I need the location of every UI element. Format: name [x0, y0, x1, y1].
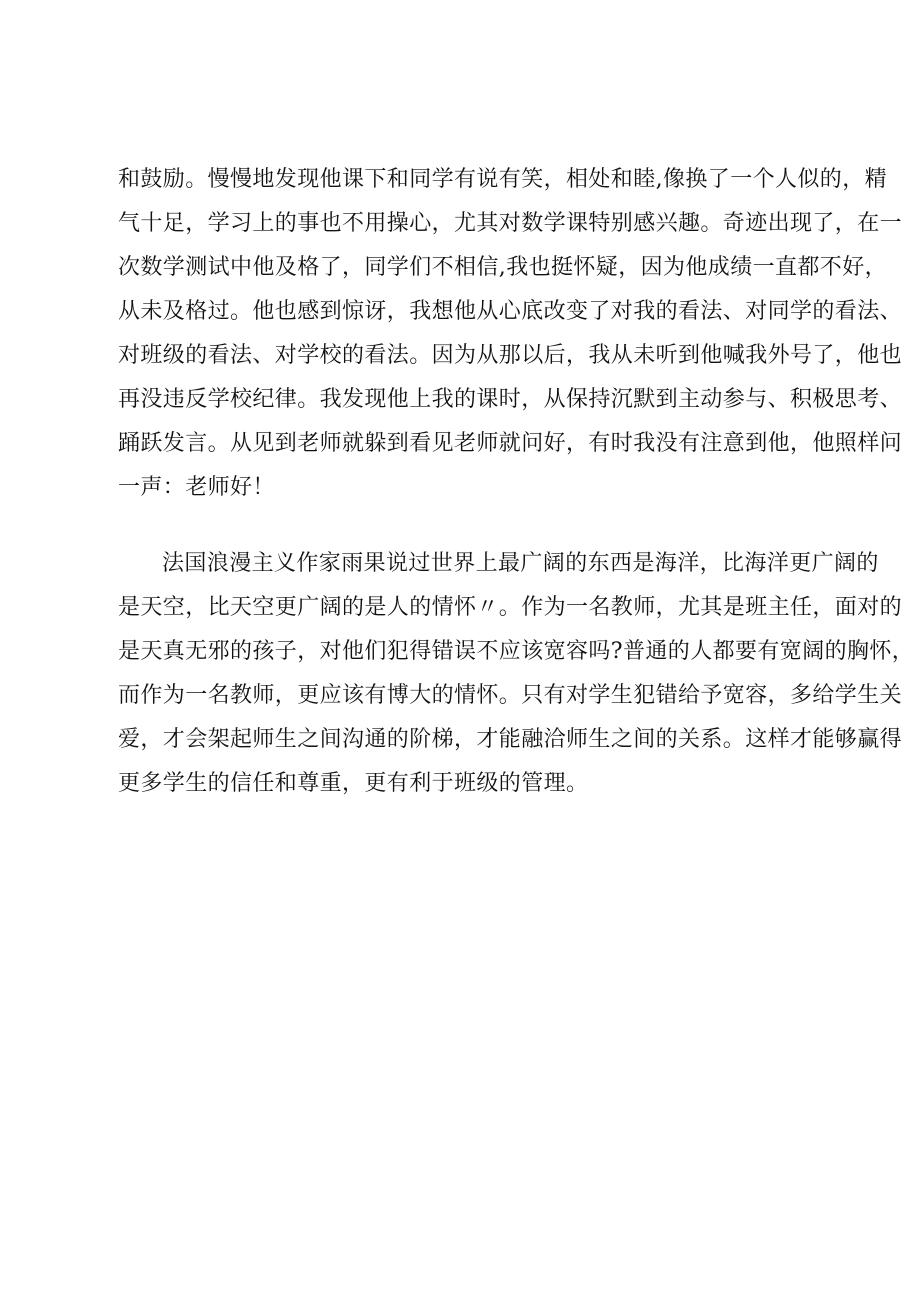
paragraph-line: 法国浪漫主义作家雨果说过世界上最广阔的东西是海洋，比海洋更广阔的 [162, 551, 879, 576]
paragraph-line: 再没违反学校纪律。我发现他上我的课时，从保持沉默到主动参与、积极思考、 [118, 387, 903, 412]
paragraph-line: 次数学测试中他及格了，同学们不相信,我也挺怀疑，因为他成绩一直都不好， [118, 255, 887, 280]
paragraph-line: 一声：老师好！ [118, 475, 275, 500]
document-body [118, 158, 915, 806]
paragraph-line: 和鼓励。慢慢地发现他课下和同学有说有笑，相处和睦,像换了一个人似的，精 [118, 167, 887, 192]
paragraph-spacer [118, 510, 826, 542]
paragraph-line: 是天空，比天空更广阔的是人的情怀〃。作为一名教师，尤其是班主任，面对的 [118, 595, 903, 620]
paragraph-line: 而作为一名教师，更应该有博大的情怀。只有对学生犯错给予宽容，多给学生关 [118, 683, 903, 708]
paragraph-1 [118, 158, 903, 510]
paragraph-line: 踊跃发言。从见到老师就躲到看见老师就问好，有时我没有注意到他，他照样问 [118, 431, 903, 456]
paragraph-line: 从未及格过。他也感到惊讶，我想他从心底改变了对我的看法、对同学的看法、 [118, 299, 903, 324]
paragraph-line: 爱，才会架起师生之间沟通的阶梯，才能融洽师生之间的关系。这样才能够赢得 [118, 727, 903, 752]
paragraph-line: 气十足，学习上的事也不用操心，尤其对数学课特别感兴趣。奇迹出现了，在一 [118, 211, 903, 236]
paragraph-2 [118, 542, 915, 806]
paragraph-line: 更多学生的信任和尊重，更有利于班级的管理。 [118, 771, 589, 796]
paragraph-line: 是天真无邪的孩子，对他们犯得错误不应该宽容吗?普通的人都要有宽阔的胸怀， [118, 639, 915, 664]
paragraph-line: 对班级的看法、对学校的看法。因为从那以后，我从未听到他喊我外号了，他也 [118, 343, 903, 368]
